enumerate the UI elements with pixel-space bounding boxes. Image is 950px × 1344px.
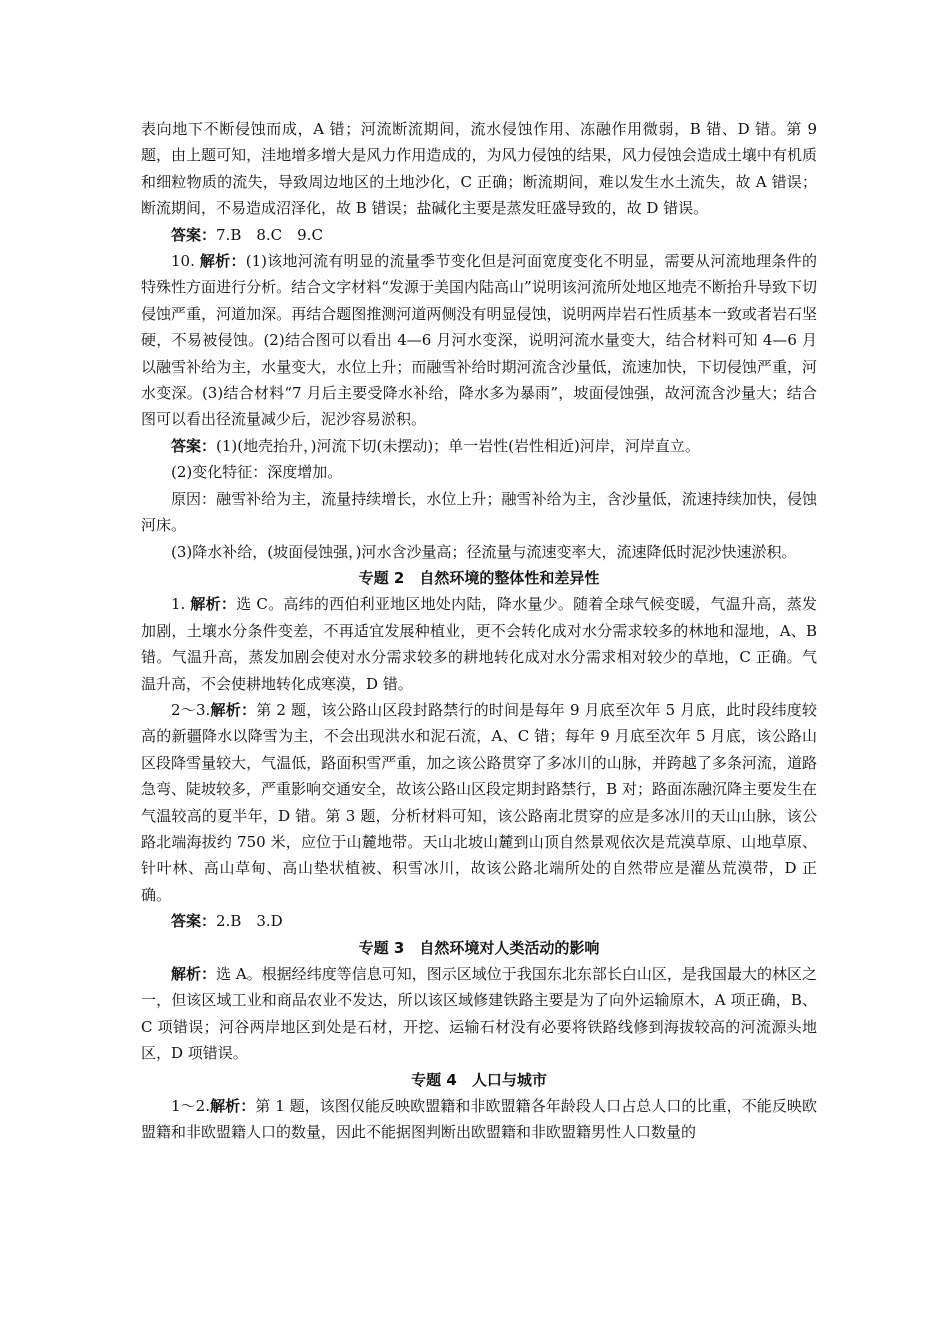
q10-answer-2: (2)变化特征：深度增加。 xyxy=(171,463,343,482)
paragraph-q8-9-analysis: 表向地下不断侵蚀而成，A 错；河流断流期间，流水侵蚀作用、冻融作用微弱，B 错、D 错。第 9 题，由上题可知，洼地增多增大是风力作用造成的，为风力侵蚀的结果，风力侵蚀会造成土壤中有机质和细粒物质的流失，导致周边地区的土地沙化，C 正确；断流期间，难以发生水土流失，故 A 错误；断流期间，不易造成沼泽化，故 B 错误；盐碱化主要是蒸发旺盛导致的，故 D 错误。 xyxy=(141,120,817,218)
topic-2-heading: 专题 2 自然环境的整体性和差异性 xyxy=(358,568,600,587)
q10-answer-3: (3)降水补给，(坡面侵蚀强，)河水含沙量高；径流量与流速变率大，流速降低时泥沙快速淤积。 xyxy=(171,542,797,561)
answer-7-9: 答案：7.B 8.C 9.C xyxy=(171,225,323,244)
answer-label: 答案： xyxy=(171,225,217,244)
analysis-label: 解析： xyxy=(171,965,217,983)
topic2-answer-2-3: 答案：2.B 3.D xyxy=(171,912,283,931)
answer-label: 答案： xyxy=(171,436,217,455)
q10-answer-1: 答案：(1)(地壳抬升，)河流下切(未摆动)；单一岩性(岩性相近)河岸，河岸直立。 xyxy=(171,436,700,455)
topic4-q1-2-analysis: 1～2.解析：第 1 题，该图仅能反映欧盟籍和非欧盟籍各年龄段人口占总人口的比重，不能反映欧盟籍和非欧盟籍人口的数量，因此不能据图判断出欧盟籍和非欧盟籍男性人口数量的 xyxy=(141,1097,817,1142)
answer-label: 答案： xyxy=(171,912,217,931)
topic-3-heading: 专题 3 自然环境对人类活动的影响 xyxy=(358,938,600,957)
topic2-q2-3-analysis: 2～3.解析：第 2 题，该公路山区段封路禁行的时间是每年 9 月底至次年 5 月底，此时段纬度较高的新疆降水以降雪为主，不会出现洪水和泥石流，A、C 错；每年 9 月底至次年 5 月底，该公路山区段降雪量较大，气温低，路面积雪严重，加之该公路贯穿了多冰川的山脉，并跨越了多条河流，道路急弯、陡坡较多，严重影响交通安全，故该公路山区段定期封路禁行，B 对；路面冻融沉降主要发生在气温较高的夏半年，D 错。第 3 题，分析材料可知，该公路南北贯穿的应是多冰川的天山山脉，该公路北端海拔约 750 米，应位于山麓地带。天山北坡山麓到山顶自然景观依次是荒漠草原、山地草原、针叶林、高山草甸、高山垫状植被、积雪冰川，故该公路北端所处的自然带应是灌丛荒漠带，D 正确。 xyxy=(141,700,817,904)
analysis-label: 解析： xyxy=(210,1097,256,1116)
analysis-label: 解析： xyxy=(190,595,237,614)
topic3-analysis: 解析：选 A。根据经纬度等信息可知，图示区域位于我国东北东部长白山区，是我国最大的林区之一，但该区域工业和商品农业不发达，所以该区域修建铁路主要是为了向外运输原木，A 项正确，B、C 项错误；河谷两岸地区到处是石材，开挖、运输石材没有必要将铁路线修到海拔较高的河流源头地区，D 项错误。 xyxy=(141,965,817,1063)
analysis-label: 解析： xyxy=(210,700,257,719)
q10-analysis: 10. 解析：(1)该地河流有明显的流量季节变化但是河面宽度变化不明显，需要从河流地理条件的特殊性方面进行分析。结合文字材料“发源于美国内陆高山”说明该河流所处地区地壳不断抬升导致下切侵蚀严重，河道加深。再结合题图推测河道两侧没有明显侵蚀，说明两岸岩石性质基本一致或者岩石坚硬，不易被侵蚀。(2)结合图可以看出 4—6 月河水变深，说明河流水量变大，结合材料可知 4—6 月以融雪补给为主，水量变大，水位上升；而融雪补给时期河流含沙量低，流速加快，下切侵蚀严重，河水变深。(3)结合材料“7 月后主要受降水补给，降水多为暴雨”，坡面侵蚀强，故河流含沙量大；结合图可以看出径流量减少后，泥沙容易淤积。 xyxy=(141,252,817,429)
topic2-q1-analysis: 1. 解析：选 C。高纬的西伯利亚地区地处内陆，降水量少。随着全球气候变暖，气温升高，蒸发加剧，土壤水分条件变差，不再适宜发展种植业，更不会转化成对水分需求较多的林地和湿地，A、B 错。气温升高，蒸发加剧会使对水分需求较多的耕地转化成对水分需求相对较少的草地，C 正确。气温升高，不会使耕地转化成寒漠，D 错。 xyxy=(141,595,817,693)
topic-4-heading: 专题 4 人口与城市 xyxy=(411,1070,547,1089)
q10-answer-reason: 原因：融雪补给为主，流量持续增长，水位上升；融雪补给为主，含沙量低，流速持续加快，侵蚀河床。 xyxy=(141,489,817,535)
document-page xyxy=(141,116,817,1146)
analysis-label: 解析： xyxy=(199,252,246,271)
